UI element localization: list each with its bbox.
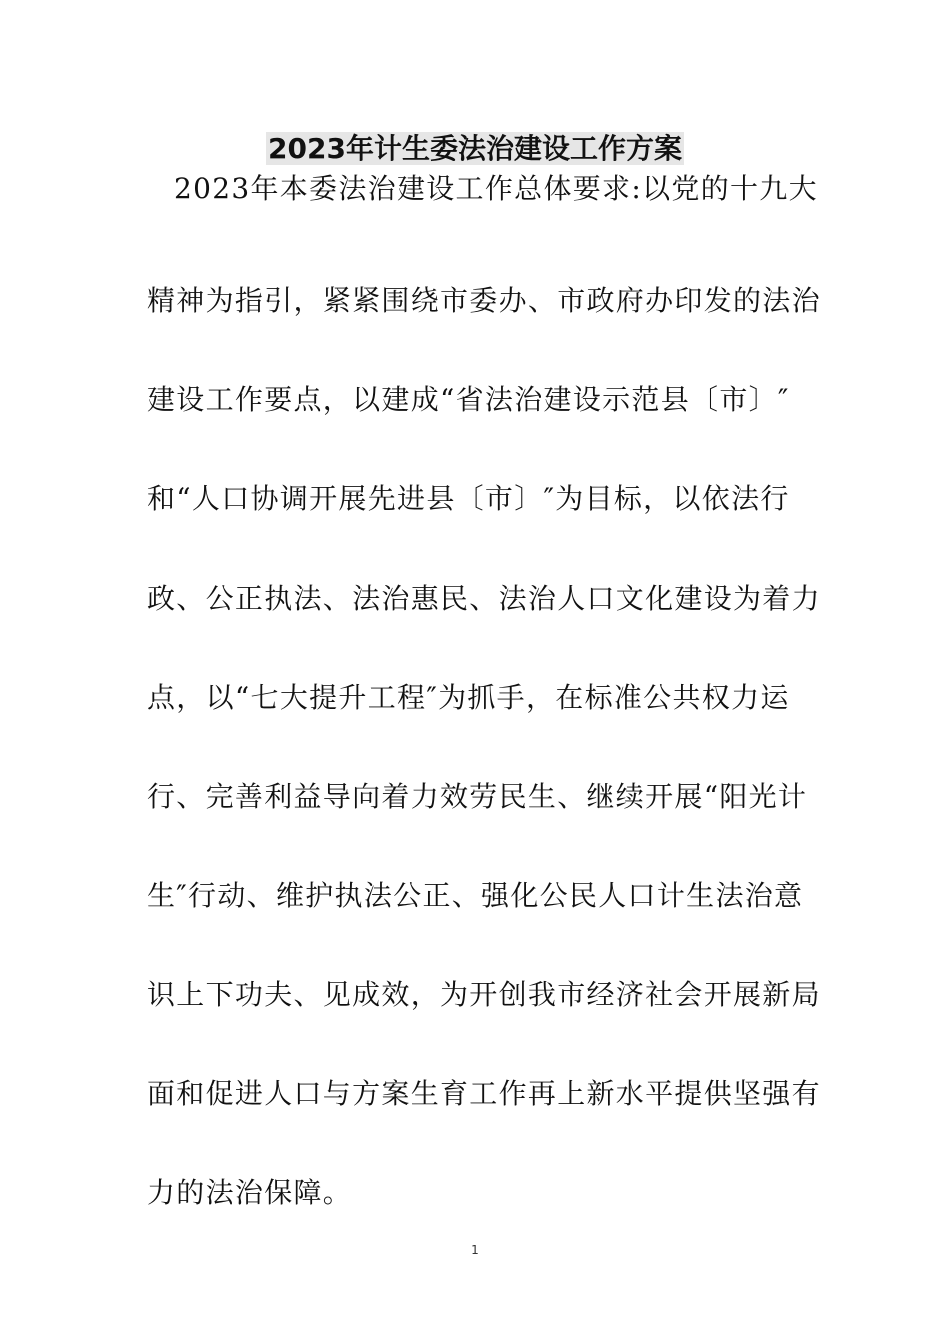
page-title: [0, 129, 950, 169]
paragraph-line: 政、公正执法、法治惠民、法治人口文化建设为着力: [147, 582, 821, 615]
paragraph-line: 面和促进人口与方案生育工作再上新水平提供坚强有: [147, 1077, 821, 1110]
paragraph-line: 力的法治保障。: [147, 1176, 353, 1209]
paragraph-line: 和“人口协调开展先进县〔市〕″为目标，以依法行: [147, 482, 790, 515]
page-title-text: 2023年计生委法治建设工作方案: [268, 132, 682, 165]
paragraph-line: 行、完善利益导向着力效劳民生、继续开展“阳光计: [147, 780, 808, 813]
page-number: 1: [471, 1243, 479, 1257]
paragraph-line: 建设工作要点，以建成“省法治建设示范县〔市〕″: [147, 383, 790, 416]
paragraph-line: 2023年本委法治建设工作总体要求:以党的十九大: [174, 172, 818, 205]
paragraph-line: 识上下功夫、见成效，为开创我市经济社会开展新局: [147, 978, 821, 1011]
paragraph-line: 精神为指引，紧紧围绕市委办、市政府办印发的法治: [147, 284, 821, 317]
paragraph-line: 点，以“七大提升工程″为抓手，在标准公共权力运: [147, 681, 790, 714]
paragraph-line: 生″行动、维护执法公正、强化公民人口计生法治意: [147, 879, 804, 912]
